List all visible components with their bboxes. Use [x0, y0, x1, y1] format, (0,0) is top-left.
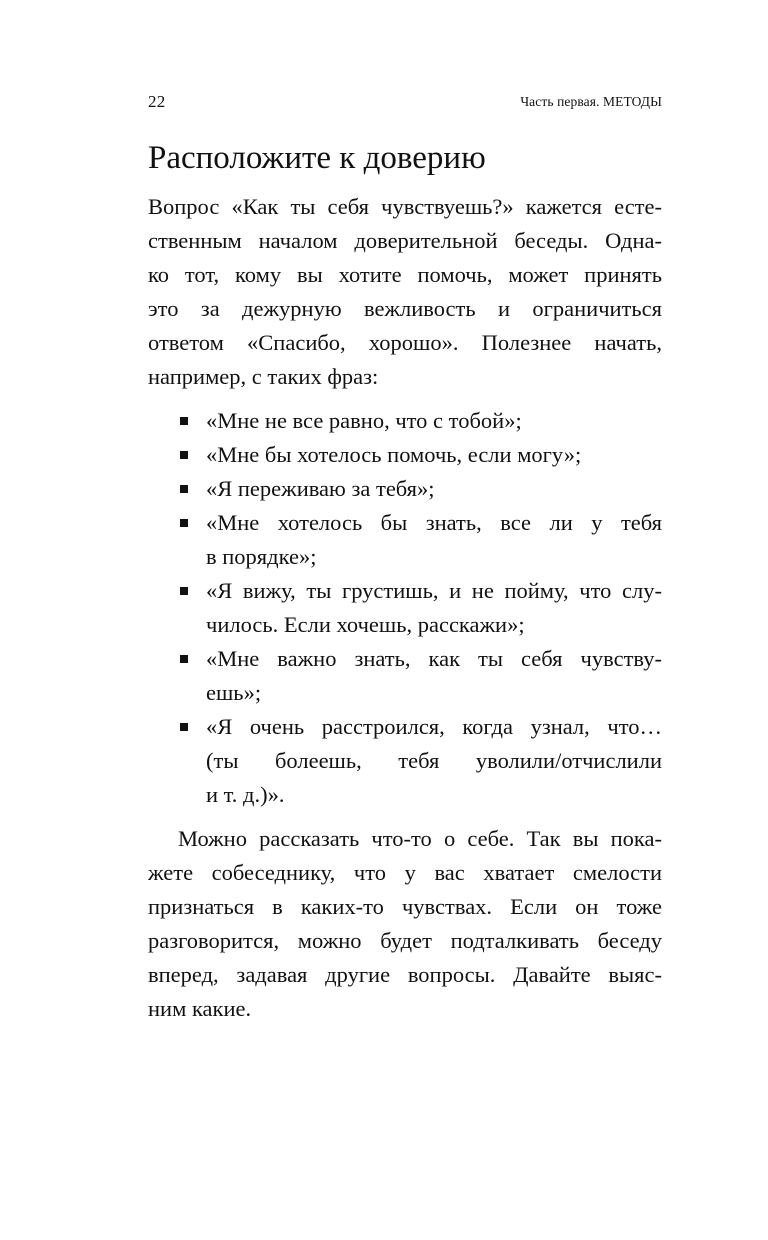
- square-bullet-icon: [180, 417, 188, 425]
- list-item-line: «Мне хотелось бы знать, все ли у тебя: [206, 510, 662, 535]
- square-bullet-icon: [180, 485, 188, 493]
- list-item-line: (ты болеешь, тебя уволили/отчислили: [206, 748, 662, 773]
- paragraph-line: жете собеседнику, что у вас хватает смелости: [148, 860, 662, 885]
- list-item-line: «Я вижу, ты грустишь, и не пойму, что слу-: [206, 578, 662, 603]
- square-bullet-icon: [180, 519, 188, 527]
- list-item: [148, 710, 662, 812]
- paragraph-closing: [148, 822, 662, 1026]
- paragraph-intro: [148, 190, 662, 394]
- page-number: 22: [148, 92, 166, 111]
- list-item: [148, 438, 662, 472]
- paragraph-line: ственным началом доверительной беседы. Одна-: [148, 228, 662, 253]
- list-item: [148, 404, 662, 438]
- list-item: [148, 642, 662, 710]
- square-bullet-icon: [180, 451, 188, 459]
- list-item-line: в порядке»;: [206, 544, 317, 569]
- square-bullet-icon: [180, 587, 188, 595]
- paragraph-line: Можно рассказать что-то о себе. Так вы пока-: [178, 826, 662, 851]
- section-title: Часть первая. МЕТОДЫ: [520, 94, 662, 109]
- paragraph-line: ко тот, кому вы хотите помочь, может принять: [148, 262, 662, 287]
- list-item: [148, 506, 662, 574]
- paragraph-line: разговорится, можно будет подталкивать беседу: [148, 928, 662, 953]
- list-item-line: «Мне не все равно, что с тобой»;: [206, 408, 522, 433]
- paragraph-line: признаться в каких-то чувствах. Если он тоже: [148, 894, 662, 919]
- paragraph-line: например, с таких фраз:: [148, 364, 379, 389]
- list-item: [148, 574, 662, 642]
- paragraph-line: это за дежурную вежливость и ограничиться: [148, 296, 662, 321]
- running-head: [148, 92, 662, 116]
- phrase-list: [148, 404, 662, 812]
- list-item: [148, 472, 662, 506]
- list-item-line: ешь»;: [206, 680, 262, 705]
- list-item-line: «Мне важно знать, как ты себя чувству-: [206, 646, 662, 671]
- paragraph-line: Вопрос «Как ты себя чувствуешь?» кажется есте-: [148, 194, 662, 219]
- chapter-heading: Расположите к доверию: [148, 140, 486, 176]
- list-item-line: «Я очень расстроился, когда узнал, что…: [206, 714, 662, 739]
- paragraph-line: вперед, задавая другие вопросы. Давайте выяс-: [148, 962, 662, 987]
- list-item-line: и т. д.)».: [206, 782, 285, 807]
- paragraph-line: ним какие.: [148, 996, 252, 1021]
- list-item-line: чилось. Если хочешь, расскажи»;: [206, 612, 525, 637]
- paragraph-line: ответом «Спасибо, хорошо». Полезнее начать,: [148, 330, 662, 355]
- square-bullet-icon: [180, 723, 188, 731]
- list-item-line: «Мне бы хотелось помочь, если могу»;: [206, 442, 582, 467]
- list-item-line: «Я переживаю за тебя»;: [206, 476, 435, 501]
- square-bullet-icon: [180, 655, 188, 663]
